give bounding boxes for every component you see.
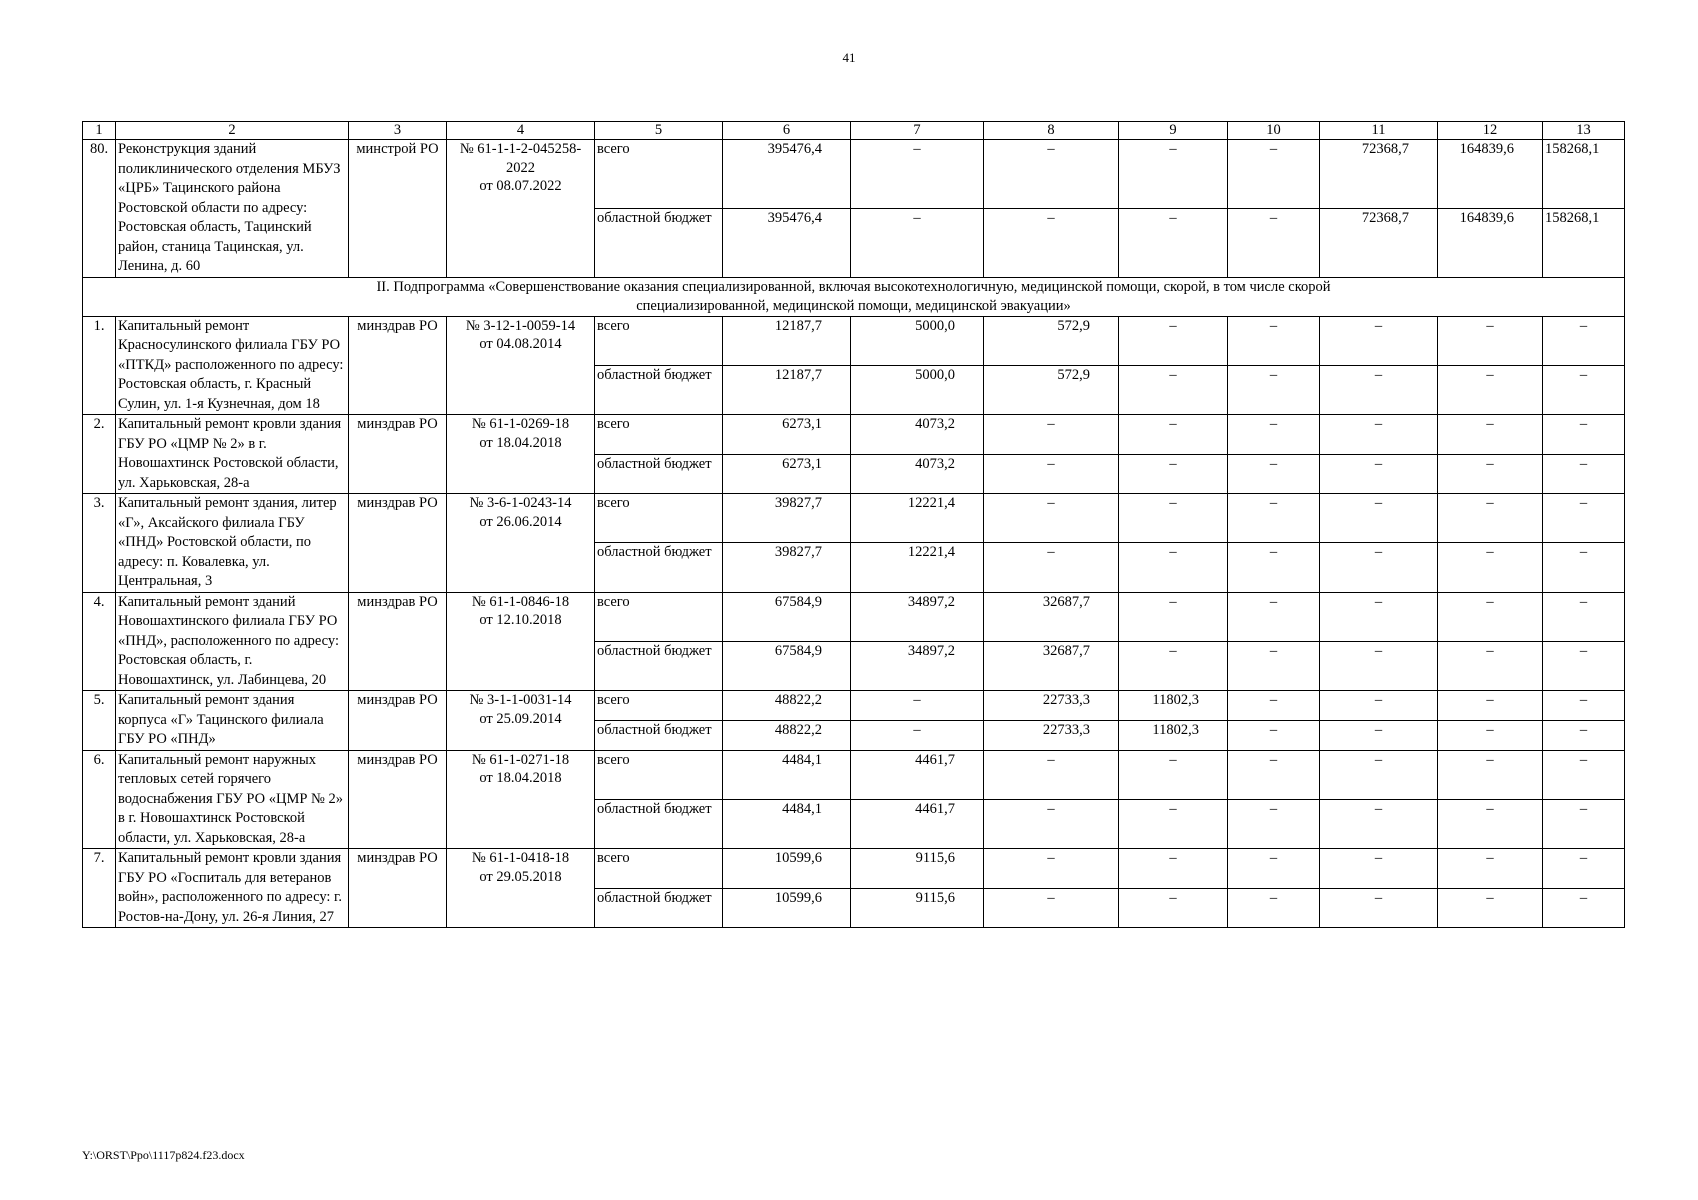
value-cell: – (984, 750, 1119, 799)
value-cell: – (1320, 543, 1438, 592)
value-cell: – (984, 849, 1119, 889)
value-cell: – (1543, 365, 1625, 414)
value-cell: – (1119, 316, 1228, 365)
value-cell: – (1543, 494, 1625, 543)
column-number: 12 (1438, 122, 1543, 140)
value-cell: 11802,3 (1119, 691, 1228, 721)
ministry: минздрав РО (349, 750, 447, 849)
document-number: № 3-6-1-0243-14 (469, 495, 572, 511)
column-number: 6 (723, 122, 851, 140)
page-number: 41 (842, 50, 856, 65)
funding-source-total: всего (595, 494, 723, 543)
row-number: 2. (83, 415, 116, 494)
value-cell: – (1119, 365, 1228, 414)
document-number: № 61-1-1-2-045258-2022 (459, 141, 582, 176)
value-cell: – (1320, 849, 1438, 889)
value-cell: – (1119, 888, 1228, 928)
value-cell: 34897,2 (851, 641, 984, 690)
subprogram-row (83, 277, 1625, 316)
column-number: 11 (1320, 122, 1438, 140)
funding-source-total: всего (595, 691, 723, 721)
value-cell: – (1119, 454, 1228, 494)
table-row (83, 691, 1625, 721)
value-cell: 12221,4 (851, 543, 984, 592)
table-row (83, 494, 1625, 543)
funding-source-total: всего (595, 592, 723, 641)
value-cell: 10599,6 (723, 888, 851, 928)
value-cell: 22733,3 (984, 720, 1119, 750)
value-cell: – (1320, 750, 1438, 799)
value-cell: – (1438, 592, 1543, 641)
value-cell: – (1228, 641, 1320, 690)
value-cell: – (1438, 799, 1543, 848)
value-cell: 12187,7 (723, 365, 851, 414)
value-cell: – (1228, 720, 1320, 750)
value-cell: 32687,7 (984, 641, 1119, 690)
value-cell: – (1228, 316, 1320, 365)
column-number: 1 (83, 122, 116, 140)
value-cell: – (1228, 799, 1320, 848)
value-cell: 4073,2 (851, 454, 984, 494)
value-cell: – (1438, 849, 1543, 889)
value-cell: 4461,7 (851, 750, 984, 799)
document-reference (447, 140, 595, 278)
value-cell: 164839,6 (1438, 208, 1543, 277)
value-cell: – (1438, 454, 1543, 494)
value-cell: – (1543, 750, 1625, 799)
value-cell: 572,9 (984, 365, 1119, 414)
column-number: 7 (851, 122, 984, 140)
value-cell: – (1228, 140, 1320, 209)
value-cell: 164839,6 (1438, 140, 1543, 209)
header-row (83, 122, 1625, 140)
document-number: № 61-1-0846-18 (471, 593, 570, 610)
value-cell: – (851, 720, 984, 750)
value-cell: – (984, 415, 1119, 455)
value-cell: 12221,4 (851, 494, 984, 543)
value-cell: 158268,1 (1543, 140, 1625, 209)
value-cell: 32687,7 (984, 592, 1119, 641)
document-reference (447, 849, 595, 928)
value-cell: 9115,6 (851, 888, 984, 928)
value-cell: – (1119, 415, 1228, 455)
row-number: 5. (83, 691, 116, 751)
value-cell: – (1438, 316, 1543, 365)
value-cell: – (1543, 641, 1625, 690)
value-cell: – (1438, 750, 1543, 799)
document-number: № 3-12-1-0059-14 (465, 317, 576, 334)
value-cell: 4484,1 (723, 750, 851, 799)
value-cell: – (984, 140, 1119, 209)
value-cell: – (1320, 592, 1438, 641)
value-cell: 4484,1 (723, 799, 851, 848)
document-date: от 18.04.2018 (479, 770, 562, 786)
value-cell: 5000,0 (851, 365, 984, 414)
column-number: 10 (1228, 122, 1320, 140)
value-cell: – (1543, 454, 1625, 494)
value-cell: – (1438, 494, 1543, 543)
value-cell: – (1438, 365, 1543, 414)
value-cell: – (984, 494, 1119, 543)
value-cell: – (1543, 316, 1625, 365)
value-cell: 34897,2 (851, 592, 984, 641)
column-number: 8 (984, 122, 1119, 140)
document-date: от 08.07.2022 (479, 178, 562, 194)
row-number: 7. (83, 849, 116, 928)
table-row (83, 592, 1625, 641)
value-cell: 48822,2 (723, 691, 851, 721)
document-date: от 12.10.2018 (479, 612, 562, 628)
value-cell: – (1119, 641, 1228, 690)
value-cell: – (1228, 415, 1320, 455)
document-date: от 26.06.2014 (479, 513, 562, 530)
value-cell: 39827,7 (723, 543, 851, 592)
value-cell: 6273,1 (723, 454, 851, 494)
value-cell: 39827,7 (723, 494, 851, 543)
value-cell: 11802,3 (1119, 720, 1228, 750)
funding-source-total: всего (595, 316, 723, 365)
value-cell: 72368,7 (1320, 208, 1438, 277)
column-number: 3 (349, 122, 447, 140)
value-cell: – (1228, 365, 1320, 414)
funding-source-budget: областной бюджет (595, 208, 723, 277)
value-cell: 395476,4 (723, 140, 851, 209)
value-cell: – (1438, 691, 1543, 721)
funding-source-budget: областной бюджет (595, 454, 723, 494)
value-cell: – (1228, 849, 1320, 889)
value-cell: – (1119, 849, 1228, 889)
value-cell: – (1228, 454, 1320, 494)
value-cell: – (1543, 799, 1625, 848)
value-cell: – (984, 454, 1119, 494)
funding-source-total: всего (595, 415, 723, 455)
row-number: 4. (83, 592, 116, 691)
value-cell: – (1320, 799, 1438, 848)
column-number: 13 (1543, 122, 1625, 140)
value-cell: 10599,6 (723, 849, 851, 889)
document-number: № 61-1-0271-18 (471, 751, 570, 768)
value-cell: – (1438, 415, 1543, 455)
value-cell: 4073,2 (851, 415, 984, 455)
value-cell: – (1119, 208, 1228, 277)
value-cell: 12187,7 (723, 316, 851, 365)
value-cell: – (1320, 454, 1438, 494)
value-cell: – (1119, 494, 1228, 543)
value-cell: – (1543, 543, 1625, 592)
value-cell: – (1320, 888, 1438, 928)
value-cell: 572,9 (984, 316, 1119, 365)
column-number: 5 (595, 122, 723, 140)
column-number: 9 (1119, 122, 1228, 140)
value-cell: – (1228, 750, 1320, 799)
value-cell: – (1320, 494, 1438, 543)
value-cell: – (984, 799, 1119, 848)
value-cell: – (1320, 415, 1438, 455)
value-cell: – (984, 888, 1119, 928)
funding-source-budget: областной бюджет (595, 543, 723, 592)
column-number: 2 (116, 122, 349, 140)
value-cell: – (1119, 140, 1228, 209)
table-row (83, 140, 1625, 209)
row-number: 1. (83, 316, 116, 415)
document-number: № 61-1-0418-18 (471, 850, 570, 866)
value-cell: 48822,2 (723, 720, 851, 750)
value-cell: 72368,7 (1320, 140, 1438, 209)
document-date: от 04.08.2014 (479, 336, 562, 352)
value-cell: – (1438, 543, 1543, 592)
value-cell: – (1320, 365, 1438, 414)
value-cell: – (1543, 592, 1625, 641)
document-reference (447, 750, 595, 849)
value-cell: – (1228, 208, 1320, 277)
value-cell: – (1119, 592, 1228, 641)
object-name: Реконструкция зданий поликлинического отделения МБУЗ «ЦРБ» Тацинского района Ростовской области по адресу: Ростовская область, Тацинский район, станица Тацинская, ул. Ленина, д. 60 (116, 140, 349, 278)
program-table (82, 121, 1625, 928)
ministry: минздрав РО (349, 691, 447, 751)
value-cell: – (1543, 691, 1625, 721)
funding-source-budget: областной бюджет (595, 888, 723, 928)
document-reference (447, 691, 595, 751)
funding-source-total: всего (595, 750, 723, 799)
row-number: 6. (83, 750, 116, 849)
ministry: минстрой РО (349, 140, 447, 278)
value-cell: – (1438, 720, 1543, 750)
value-cell: – (1320, 316, 1438, 365)
column-number: 4 (447, 122, 595, 140)
document-date: от 29.05.2018 (479, 868, 562, 885)
funding-source-budget: областной бюджет (595, 720, 723, 750)
ministry: минздрав РО (349, 494, 447, 593)
funding-source-budget: областной бюджет (595, 641, 723, 690)
object-name: Капитальный ремонт кровли здания ГБУ РО «Госпиталь для ветеранов войн», расположенного по адресу: г. Ростов-на-Дону, ул. 26-я Линия, 27 (116, 849, 349, 928)
table-row (83, 316, 1625, 365)
funding-source-total: всего (595, 140, 723, 209)
document-reference (447, 415, 595, 494)
row-number: 80. (83, 140, 116, 278)
value-cell: – (851, 691, 984, 721)
document-date: от 25.09.2014 (479, 710, 562, 727)
value-cell: – (1543, 888, 1625, 928)
object-name: Капитальный ремонт здания, литер «Г», Аксайского филиала ГБУ «ПНД» Ростовской области, по адресу: п. Ковалевка, ул. Центральная, 3 (116, 494, 349, 593)
row-number: 3. (83, 494, 116, 593)
value-cell: 67584,9 (723, 592, 851, 641)
value-cell: 67584,9 (723, 641, 851, 690)
funding-source-total: всего (595, 849, 723, 889)
object-name: Капитальный ремонт зданий Новошахтинского филиала ГБУ РО «ПНД», расположенного по адресу: Ростовская область, г. Новошахтинск, ул. Лабинцева, 20 (116, 592, 349, 691)
funding-source-budget: областной бюджет (595, 365, 723, 414)
value-cell: – (1543, 415, 1625, 455)
object-name: Капитальный ремонт Красносулинского филиала ГБУ РО «ПТКД» расположенного по адресу: Ростовская область, г. Красный Сулин, ул. 1-я Кузнечная, дом 18 (116, 316, 349, 415)
value-cell: – (1438, 641, 1543, 690)
value-cell: – (851, 208, 984, 277)
funding-source-budget: областной бюджет (595, 799, 723, 848)
value-cell: – (1438, 888, 1543, 928)
document-date: от 18.04.2018 (479, 434, 562, 451)
subprogram-title: II. Подпрограмма «Совершенствование оказания специализированной, включая высокотехнологичную, медицинской помощи, скорой, в том числе скорой специализированной, медицинской помощи, медицинской эвакуации» (83, 277, 1625, 316)
table-row (83, 750, 1625, 799)
document-reference (447, 494, 595, 593)
value-cell: 4461,7 (851, 799, 984, 848)
value-cell: – (984, 208, 1119, 277)
document-reference (447, 316, 595, 415)
ministry: минздрав РО (349, 316, 447, 415)
object-name: Капитальный ремонт здания корпуса «Г» Тацинского филиала ГБУ РО «ПНД» (116, 691, 349, 751)
ministry: минздрав РО (349, 592, 447, 691)
value-cell: – (1320, 691, 1438, 721)
value-cell: 5000,0 (851, 316, 984, 365)
object-name: Капитальный ремонт кровли здания ГБУ РО «ЦМР № 2» в г. Новошахтинск Ростовской области, ул. Харьковская, 28-а (116, 415, 349, 494)
value-cell: – (1228, 592, 1320, 641)
document-number: № 61-1-0269-18 (471, 416, 570, 432)
object-name: Капитальный ремонт наружных тепловых сетей горячего водоснабжения ГБУ РО «ЦМР № 2» в г. Новошахтинск Ростовской области, ул. Харьковская, 28-а (116, 750, 349, 849)
value-cell: – (1320, 641, 1438, 690)
ministry: минздрав РО (349, 415, 447, 494)
document-number: № 3-1-1-0031-14 (469, 692, 572, 708)
document-reference (447, 592, 595, 691)
value-cell: 6273,1 (723, 415, 851, 455)
value-cell: – (984, 543, 1119, 592)
value-cell: – (851, 140, 984, 209)
table-row (83, 415, 1625, 455)
value-cell: 395476,4 (723, 208, 851, 277)
table-row (83, 849, 1625, 889)
value-cell: 158268,1 (1543, 208, 1625, 277)
file-path-footer: Y:\ORST\Ppo\1117p824.f23.docx (82, 1148, 245, 1162)
value-cell: – (1320, 720, 1438, 750)
ministry: минздрав РО (349, 849, 447, 928)
value-cell: 9115,6 (851, 849, 984, 889)
value-cell: – (1119, 799, 1228, 848)
value-cell: – (1228, 494, 1320, 543)
value-cell: 22733,3 (984, 691, 1119, 721)
value-cell: – (1543, 720, 1625, 750)
value-cell: – (1543, 849, 1625, 889)
value-cell: – (1228, 691, 1320, 721)
value-cell: – (1228, 543, 1320, 592)
value-cell: – (1119, 543, 1228, 592)
value-cell: – (1228, 888, 1320, 928)
value-cell: – (1119, 750, 1228, 799)
